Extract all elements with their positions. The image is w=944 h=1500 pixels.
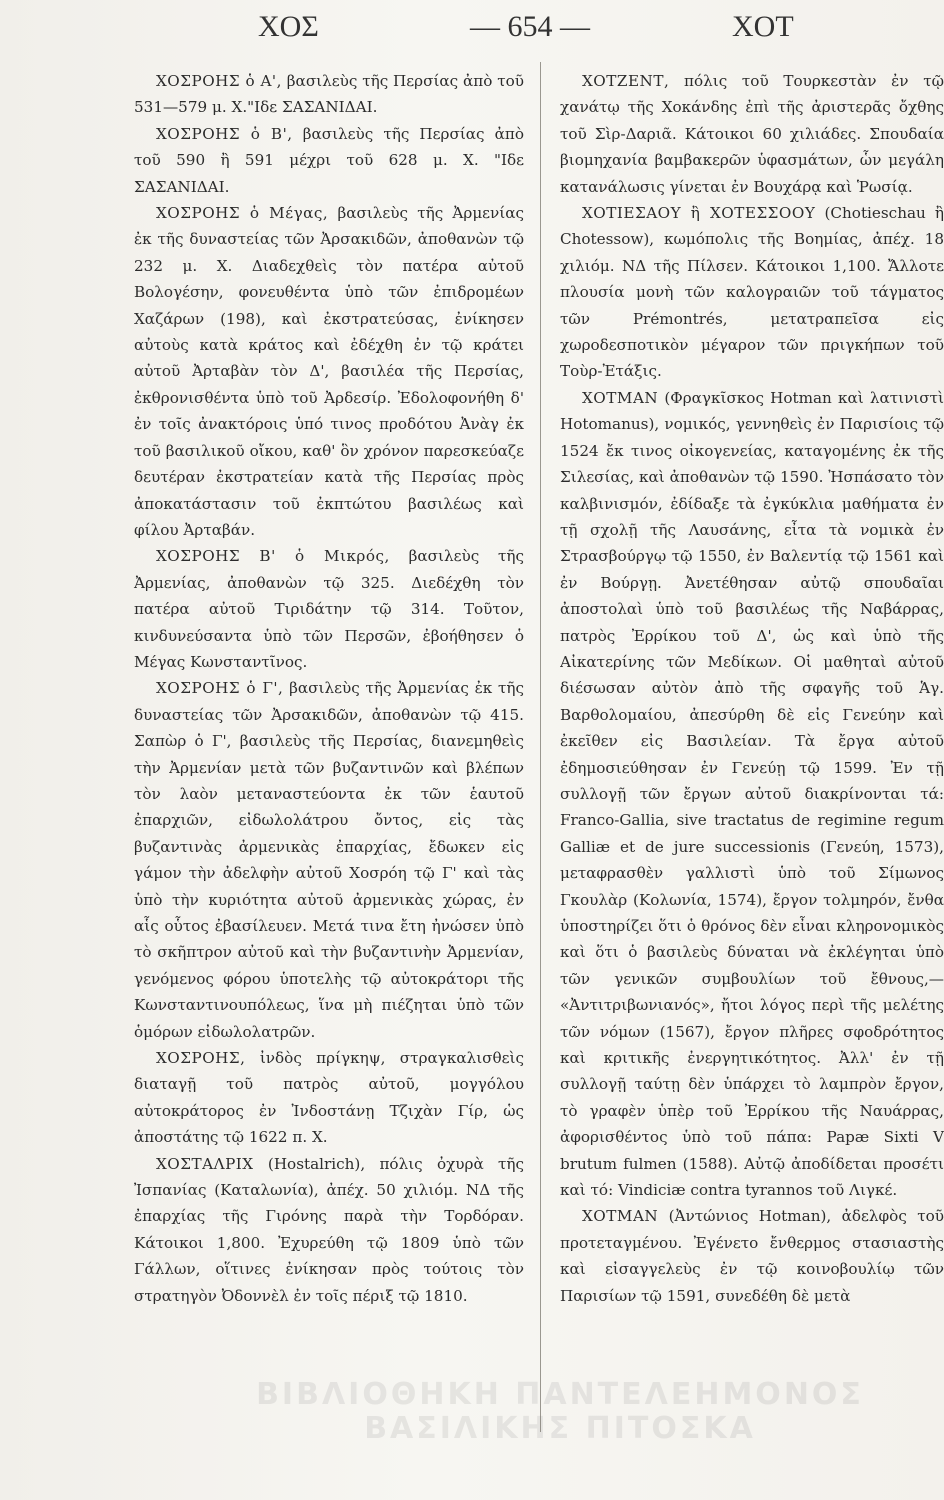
entry-chosroes-1 [134,68,524,121]
entry-headword: ΧΟΤΖΕΝΤ, [582,72,670,90]
entry-khojend [560,68,944,200]
right-column [560,68,944,1488]
entry-text: (Chotieschau ἢ Chotessow), κωμόπολις τῆς Βοημίας, ἀπέχ. 18 χιλιόμ. ΝΔ τῆς Πίλσεν. Κάτοικοι 1,100. Ἄλλοτε πλουσία μονὴ τῶν καλογραιῶν τοῦ τάγματος τῶν Prémontrés, μετατραπεῖσα εἰς χωροδεσποτικὸν μέγαρον τῶν πριγκήπων τοῦ Τοὺρ-Ἐτάξις. [560,204,944,381]
page-number: — 654 — [470,10,590,43]
entry-headword: ΧΟΣΡΟΗΣ Β' ὁ Μικρός, [156,547,390,566]
entry-headword: ΧΟΣΡΟΗΣ ὁ Γ', [156,679,284,698]
entry-headword: ΧΟΣΡΟΗΣ, [156,1049,246,1068]
entry-chosroes-prince [134,1045,524,1151]
entry-chosroes-3 [134,675,524,1045]
entry-text: βασιλεὺς τῆς Ἀρμενίας ἐκ τῆς δυναστείας τῶν Ἀρσακιδῶν, ἀποθανὼν τῷ 415. Σαπὼρ ὁ Γ', βασιλεὺς τῆς Περσίας, διανεμηθεὶς τὴν Ἀρμενίαν μετὰ τῶν βυζαντινῶν καὶ βλέπων τὸν λαὸν μεταναστεύοντα ἐκ τῶν ἑαυτοῦ ἐπαρχιῶν, εἰδωλολάτρου ὄντος, εἰς τὰς βυζαντινὰς ἀρμενικὰς ἐπαρχίας, ἔδωκεν εἰς γάμον τὴν ἀδελφὴν αὐτοῦ Χοσρόη τῷ Γ' καὶ τὰς ὑπὸ τὴν κυριότητα αὐτοῦ ἀρμενικὰς χώρας, ἐν αἷς οὗτος ἐβασίλευεν. Μετά τινα ἔτη ἠνώσεν ὑπὸ τὸ σκῆπτρον αὐτοῦ καὶ τὴν βυζαντινὴν Ἀρμενίαν, γενόμενος φόρου ὑποτελὴς τῷ αὐτοκράτορι τῆς Κωνσταντινουπόλεως, ἵνα μὴ πιέζηται ὑπὸ τῶν ὁμόρων εἰδωλολατρῶν. [134,679,524,1041]
entry-headword: ΧΟΣΤΑΛΡΙΧ [156,1154,254,1173]
entry-headword: ΧΟΤΜΑΝ [582,388,659,407]
column-divider [540,62,541,1432]
entry-hotman-antoine [560,1203,944,1309]
header-left-word: ΧΟΣ [258,10,319,43]
entry-text: ἰνδὸς πρίγκηψ, στραγκαλισθεὶς διαταγῇ τοῦ πατρὸς αὐτοῦ, μογγόλου αὐτοκράτορος ἐν Ἰνδοστάνῃ Τζιχὰν Γίρ, ὡς ἀποστάτης τῷ 1622 π. Χ. [134,1049,525,1147]
entry-headword: ΧΟΣΡΟΗΣ ὁ Α', [156,72,282,90]
entry-headword: ΧΟΣΡΟΗΣ ὁ Μέγας, [156,204,329,223]
library-watermark: ΒΙΒΛΙΟΘΗΚΗ ΠΑΝΤΕΛΕΗΜΟΝΟΣ ΒΑΣΙΛΙΚΗΣ ΠΙΤΟΣΚΑ [256,1377,864,1446]
entry-chotieschau [560,200,944,385]
entry-text: βασιλεὺς τῆς Ἀρμενίας ἐκ τῆς δυναστείας τῶν Ἀρσακιδῶν, ἀποθανὼν τῷ 232 μ. Χ. Διαδεχθεὶς τὸν πατέρα αὐτοῦ Βολογέσην, φονευθέντα ὑπὸ τῶν ἐπιδρομέων Χαζάρων (198), καὶ ἐκστρατεύσας, ἐνίκησεν αὐτοὺς κατὰ κράτος καὶ ἐδέχθη ἐν τῷ κράτει αὐτοῦ Ἀρταβὰν τὸν Δ', βασιλέα τῆς Περσίας, ἐκθρονισθέντα ὑπὸ τοῦ Ἀρδεσίρ. Ἐδολοφονήθη δ' ἐν τοῖς ἀνακτόροις ὑπό τινος προδότου Ἀνὰγ ἐκ τοῦ βασιλικοῦ οἴκου, καθ' ὃν χρόνον παρεσκεύαζε δευτέραν ἐκστρατείαν κατὰ τῆς Περσίας πρὸς ἀποκατάστασιν τοῦ ἐκπτώτου βασιλέως καὶ φίλου Ἀρταβάν. [134,204,525,539]
entry-text: βασιλεὺς τῆς Ἀρμενίας, ἀποθανὼν τῷ 325. Διεδέχθη τὸν πατέρα αὐτοῦ Τιριδάτην τῷ 314. Τοῦτον, κινδυνεύσαντα ὑπὸ τῶν Περσῶν, ἐβοήθησεν ὁ Μέγας Κωνσταντῖνος. [134,547,524,671]
entry-chosroes-2 [134,121,524,200]
entry-text: (Φραγκῖσκος Hotman καὶ λατινιστὶ Hotomanus), νομικός, γεννηθεὶς ἐν Παρισίοις τῷ 1524 ἔκ τινος οἰκογενείας, καταγομένης ἐκ τῆς Σιλεσίας, καὶ ἀποθανὼν τῷ 1590. Ἠσπάσατο τὸν καλβινισμόν, ἐδίδαξε τὰ ἐγκύκλια μαθήματα ἐν τῇ σχολῇ τῆς Λαυσάνης, εἶτα τὰ νομικὰ ἐν Στρασβούργῳ τῷ 1550, ἐν Βαλεντίᾳ τῷ 1561 καὶ ἐν Βούργῃ. Ἀνετέθησαν αὐτῷ σπουδαῖαι ἀποστολαὶ ὑπὸ τοῦ βασιλέως τῆς Ναβάρρας, πατρὸς Ἐρρίκου τοῦ Δ', ὡς καὶ ὑπὸ τῆς Αἰκατερίνης τῶν Μεδίκων. Οἱ μαθηταὶ αὐτοῦ διέσωσαν αὐτὸν ἀπὸ τῆς σφαγῆς τοῦ Ἁγ. Βαρθολομαίου, ἀπεσύρθη δὲ εἰς Γενεύην καὶ ἐκεῖθεν εἰς Βασιλείαν. Τὰ ἔργα αὐτοῦ ἐδημοσιεύθησαν ἐν Γενεύῃ τῷ 1599. Ἐν τῇ συλλογῇ τῶν ἔργων αὐτοῦ διακρίνονται τά: Franco-Gallia, sive tractatus de regimine regum Galliæ et de jure successionis (Γενεύη, 1573), μεταφρασθὲν γαλλιστὶ ὑπὸ τοῦ Σίμωνος Γκουλὰρ (Κολωνία, 1574), ἔργον τολμηρόν, ἔνθα ὑποστηρίζει ὅτι ὁ θρόνος δὲν εἶναι κληρονομικὸς καὶ ὅτι ὁ βασιλεὺς δύναται νὰ ἐκλέγηται ὑπὸ τῶν γενικῶν συμβουλίων τοῦ ἔθνους,— «Ἀντιτριβωνιανός», ἤτοι λόγος περὶ τῆς μελέτης τῶν νόμων (1567), ἔργον πλῆρες σφοδρότητος καὶ κριτικῆς ἐνεργητικότητος. Ἀλλ' ἐν τῇ συλλογῇ ταύτῃ δὲν ὑπάρχει τὸ λαμπρὸν ἔργον, τὸ γραφὲν ὑπὲρ τοῦ Ἐρρίκου τῆς Ναυάρρας, ἀφορισθέντος ὑπὸ τοῦ πάπα: Papæ Sixti V brutum fulmen (1588). Αὐτῷ ἀποδίδεται προσέτι καὶ τό: Vindiciæ contra tyrannos τοῦ Λιγκέ. [560,388,944,1200]
entry-text: (Ἀντώνιος Hotman), ἀδελφὸς τοῦ προτεταγμένου. Ἐγένετο ἔνθερμος στασιαστὴς καὶ εἰσαγγελεὺς ἐν τῷ κοινοβουλίῳ τῶν Παρισίων τῷ 1591, συνεδέθη δὲ μετὰ [560,1207,944,1305]
entry-hostalrich [134,1151,524,1309]
entry-headword: ΧΟΤΙΕΣΑΟΥ ἢ ΧΟΤΕΣΣΟΟΥ [582,204,816,223]
header-right-word: ΧΟΤ [732,10,794,43]
entry-chosroes-great [134,200,524,543]
running-header [0,10,944,54]
entry-text: βασιλεὺς τῆς Περσίας ἀπὸ τοῦ 590 ἢ 591 μέχρι τοῦ 628 μ. Χ. "Ιδε ΣΑΣΑΝΙΔΑΙ. [134,124,525,196]
entry-headword: ΧΟΤΜΑΝ [582,1207,659,1226]
left-column [134,68,524,1309]
entry-text: πόλις τοῦ Τουρκεστὰν ἐν τῷ χανάτῳ τῆς Χοκάνδης ἐπὶ τῆς ἀριστερᾶς ὄχθης τοῦ Σὶρ-Δαριᾶ. Κάτοικοι 60 χιλιάδες. Σπουδαία βιομηχανία βαμβακερῶν ὑφασμάτων, ὧν μεγάλη κατανάλωσις γίνεται ἐν Βουχάρᾳ καὶ Ῥωσίᾳ. [560,72,944,196]
entry-text: βασιλεὺς τῆς Περσίας ἀπὸ τοῦ 531—579 μ. Χ."Ιδε ΣΑΣΑΝΙΔΑΙ. [134,72,524,117]
entry-text: (Hostalrich), πόλις ὀχυρὰ τῆς Ἰσπανίας (Καταλωνία), ἀπέχ. 50 χιλιόμ. ΝΔ τῆς ἐπαρχίας τῆς Γιρόνης παρὰ τὴν Τορδόραν. Κάτοικοι 1,800. Ἐχυρεύθη τῷ 1809 ὑπὸ τῶν Γάλλων, οἵτινες ἐνίκησαν πρὸς τούτοις τὸν στρατηγὸν Ὀδοννὲλ ἐν τοῖς πέριξ τῷ 1810. [134,1154,524,1305]
entry-hotman-francois [560,385,944,1204]
entry-chosroes-small [134,543,524,675]
entry-headword: ΧΟΣΡΟΗΣ ὁ Β', [156,124,293,143]
